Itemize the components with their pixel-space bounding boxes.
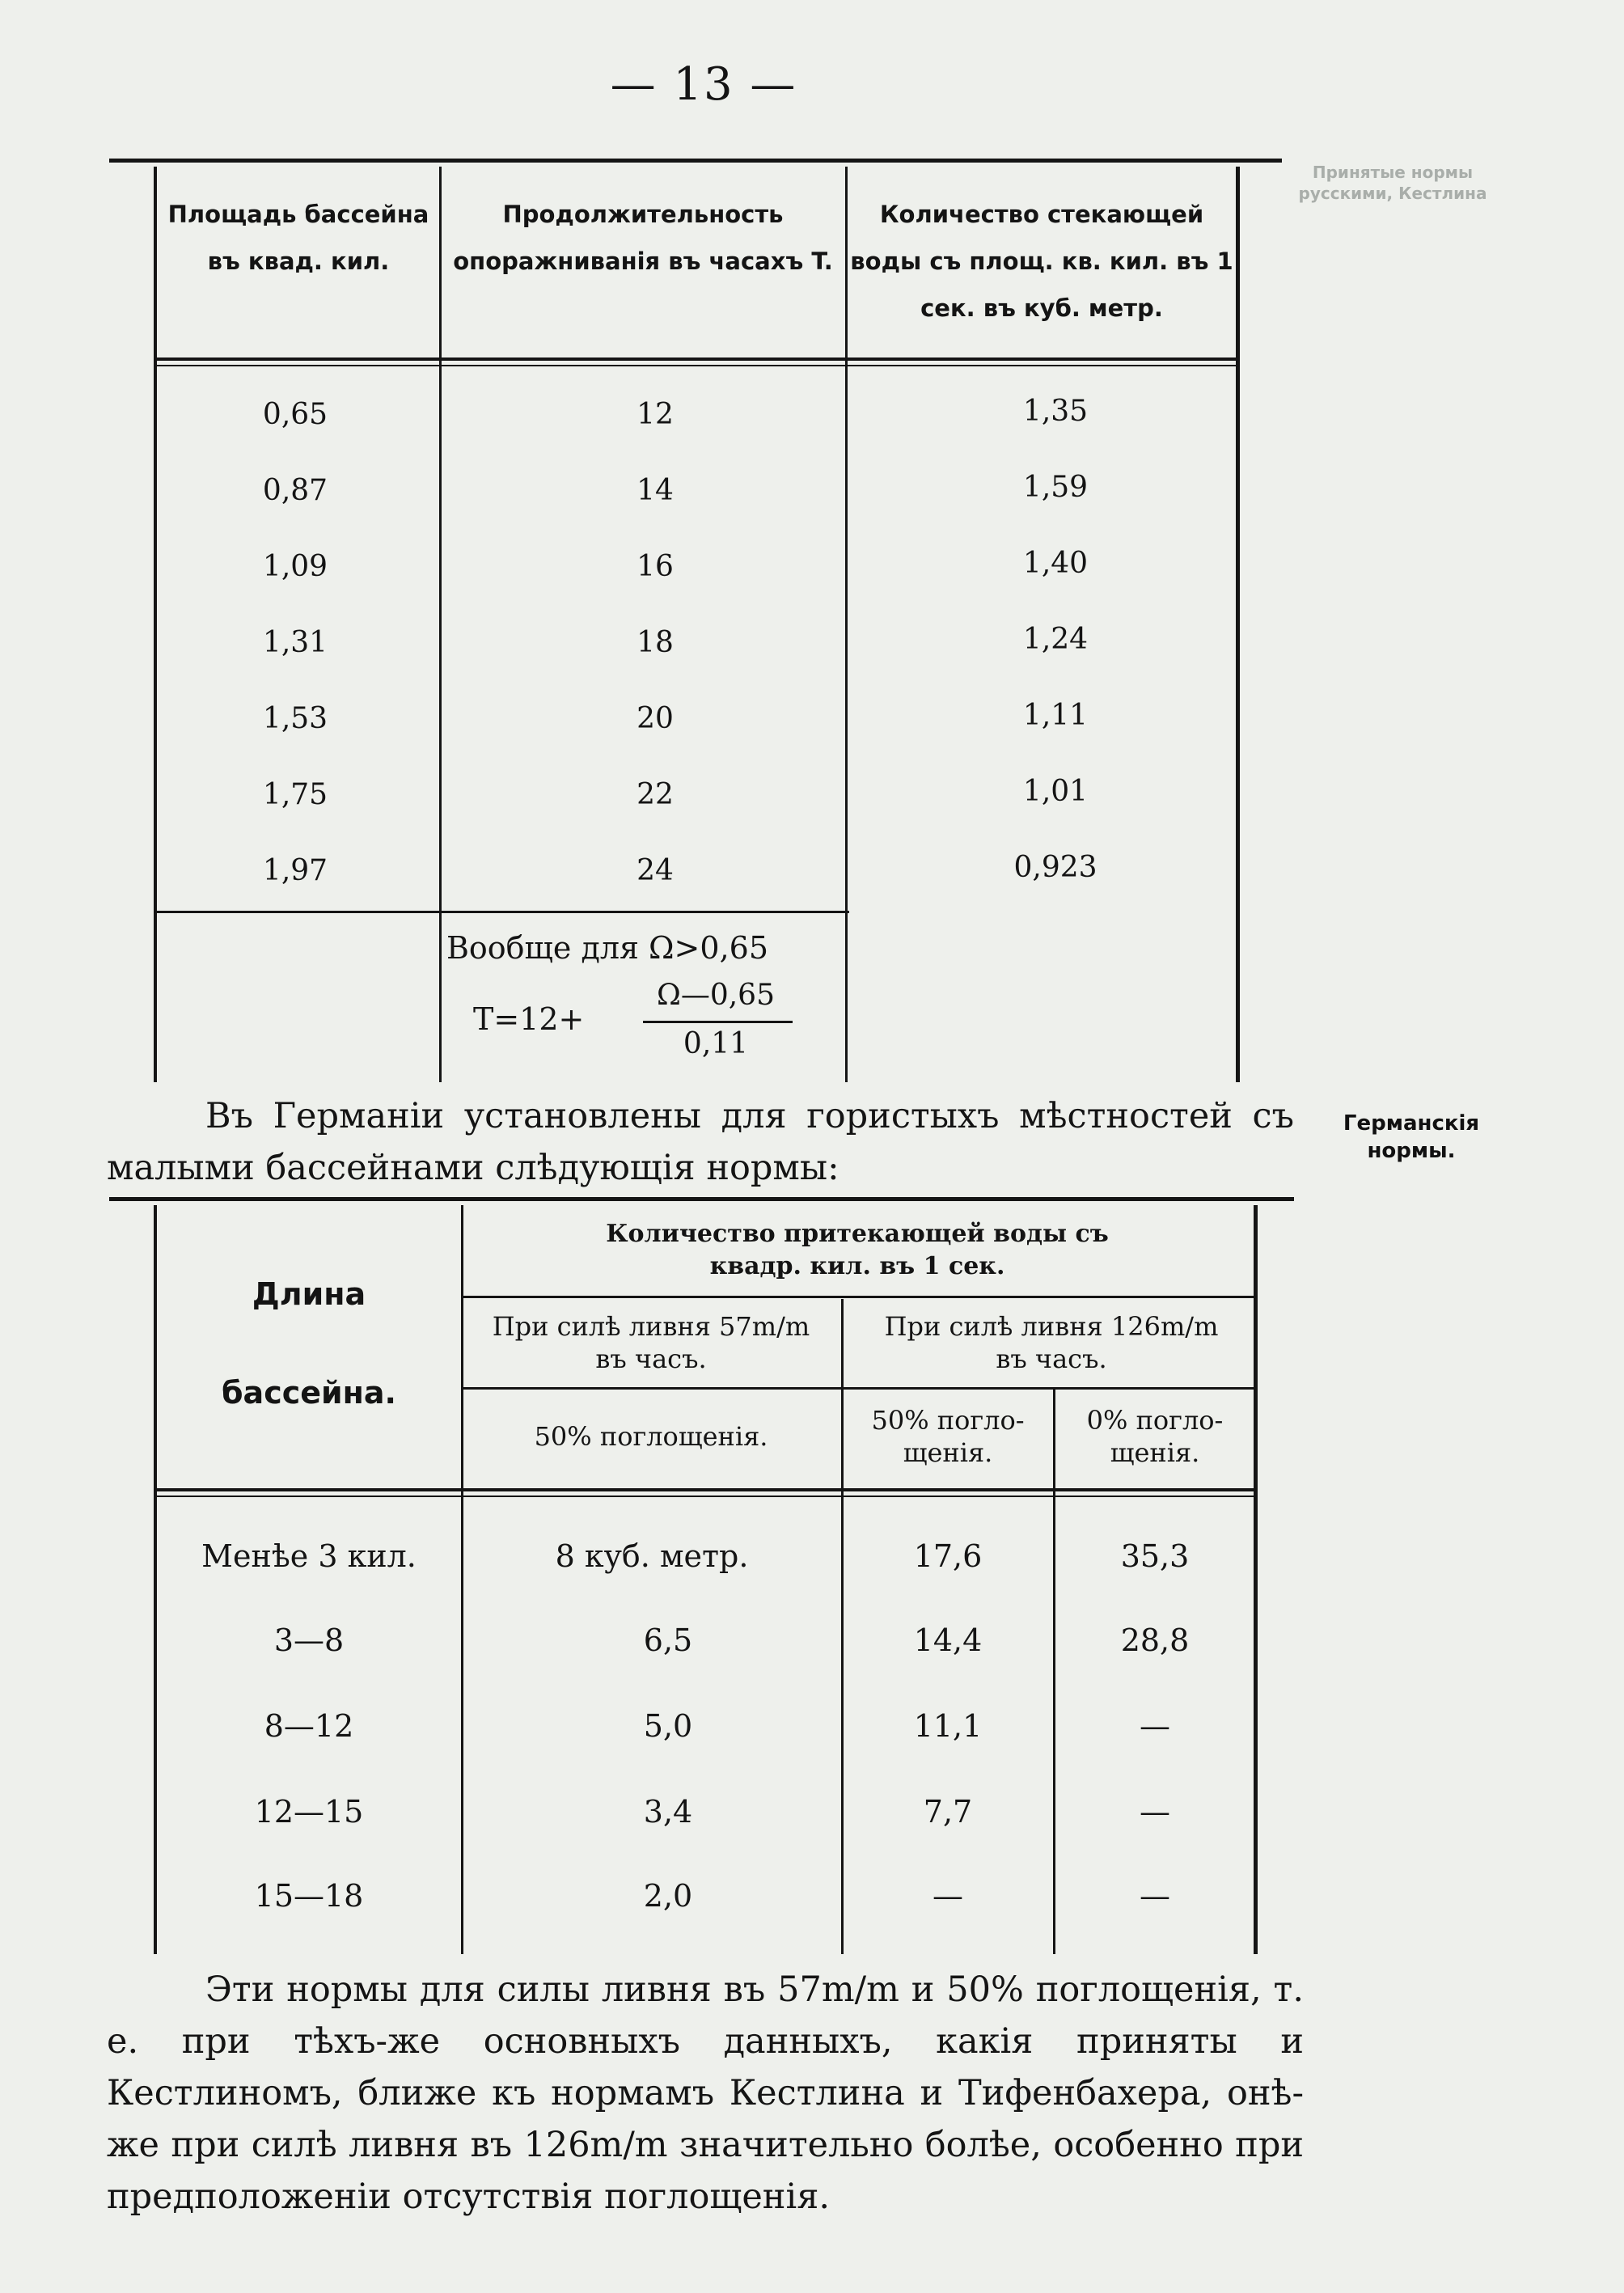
formula-numerator: Ω—0,65 [656,979,775,1012]
cell-area: 1,53 [262,702,328,735]
cell-area: 1,09 [262,550,328,583]
cell-duration: 12 [636,398,674,431]
margin-note-germany: Германскія нормы. [1343,1111,1480,1163]
formula-fraction-bar [643,1021,793,1023]
table2-col-rule-2 [841,1299,844,1954]
table2-header-absorption-50b: 50% погло- щенія. [871,1405,1025,1468]
cell-length: Менѣе 3 кил. [201,1538,417,1574]
cell-126-0: — [1140,1878,1170,1914]
table2-left-rule [154,1205,157,1954]
cell-126-50: — [933,1878,963,1914]
cell-57-50: 2,0 [643,1878,693,1914]
cell-runoff: 1,01 [1022,775,1089,808]
cell-duration: 24 [636,854,674,887]
margin-note-top: Принятые нормы русскими, Кестлина [1298,163,1487,203]
cell-length: 12—15 [254,1794,364,1830]
paragraph-2-text: Эти нормы для силы ливня въ 57m/m и 50% поглощенія, т. е. при тѣхъ-же основныхъ данныхъ, какія приняты и Кестлиномъ, ближе къ нормамъ Кестлина и Тифенбахера, онѣ-же при силѣ ливня въ 126m/m значительно болѣе, особенно при предположеніи отсутствія поглощенія. [107,1969,1304,2217]
table2-top-rule [109,1197,1294,1201]
table2-group-rule [463,1296,1254,1298]
table2-subgroup-rule [463,1387,1254,1390]
cell-duration: 14 [636,474,674,507]
page-number: — 13 — [610,58,797,111]
cell-126-50: 11,1 [913,1708,983,1744]
cell-126-50: 7,7 [923,1794,973,1830]
cell-57-50: 6,5 [643,1622,693,1658]
table2-header-rule-2 [154,1496,1255,1497]
cell-runoff: 1,24 [1022,623,1089,656]
cell-57-50: 3,4 [643,1794,693,1830]
cell-runoff: 0,923 [1013,851,1097,884]
cell-57-50: 8 куб. метр. [555,1538,749,1574]
table2-header-length-2: бассейна. [222,1375,396,1411]
paragraph-1-text: Въ Германіи установлены для гористыхъ мѣстностей съ малыми бассейнами слѣдующія нормы: [107,1096,1294,1188]
cell-duration: 22 [636,778,674,811]
formula-lhs: T=12+ [473,1001,585,1037]
table2-header-group: Количество притекающей воды съ квадр. кил. въ 1 сек. [606,1220,1109,1280]
cell-runoff: 1,59 [1022,471,1089,504]
formula-condition: Вообще для Ω>0,65 [446,930,768,966]
table1-header-rule [154,357,1237,361]
cell-126-0: — [1140,1708,1170,1744]
table1-header-duration: Продолжительность опоражниванія въ часахъ T. [453,201,833,275]
cell-126-0: 35,3 [1120,1538,1190,1574]
table2-col-rule-3 [1053,1390,1055,1954]
table2-header-rule [154,1488,1255,1491]
cell-area: 0,87 [262,474,328,507]
table1-col-rule-2 [845,167,848,1082]
cell-126-0: — [1140,1794,1170,1830]
cell-length: 3—8 [273,1622,345,1658]
table1-left-rule [154,167,157,1082]
cell-126-50: 17,6 [913,1538,983,1574]
cell-area: 0,65 [262,398,328,431]
cell-area: 1,31 [262,626,328,659]
cell-126-50: 14,4 [913,1622,983,1658]
table2-header-126: При силѣ ливня 126m/m въ часъ. [884,1311,1219,1374]
table2-header-length-1: Длина [252,1276,366,1312]
table1-top-rule [109,159,1282,163]
cell-57-50: 5,0 [643,1708,693,1744]
paragraph-germany-intro [107,1090,1294,1194]
table2-header-57: При силѣ ливня 57m/m въ часъ. [492,1311,810,1374]
table1-header-rule-2 [154,365,1237,366]
cell-duration: 20 [636,702,674,735]
cell-length: 8—12 [264,1708,354,1744]
cell-126-0: 28,8 [1120,1622,1190,1658]
cell-duration: 18 [636,626,674,659]
table1-formula-rule [154,911,849,913]
cell-length: 15—18 [254,1878,364,1914]
table1-col-rule-1 [439,167,442,1082]
table2-col-rule-1 [461,1205,463,1954]
table2-right-rule [1254,1205,1258,1954]
table1-header-runoff: Количество стекающей воды съ площ. кв. кил. въ 1 сек. въ куб. метр. [850,201,1233,322]
cell-duration: 16 [636,550,674,583]
table1-right-rule [1236,167,1240,1082]
table2-header-absorption-50a: 50% поглощенія. [534,1421,768,1452]
paragraph-comparison [107,1964,1304,2223]
cell-area: 1,75 [262,778,328,811]
cell-runoff: 1,11 [1022,699,1089,732]
table1-header-area: Площадь бассейна въ квад. кил. [167,201,429,275]
cell-area: 1,97 [262,854,328,887]
cell-runoff: 1,35 [1022,395,1089,428]
table2-header-absorption-0: 0% погло- щенія. [1086,1405,1224,1468]
formula-denominator: 0,11 [683,1027,749,1060]
cell-runoff: 1,40 [1022,547,1089,580]
